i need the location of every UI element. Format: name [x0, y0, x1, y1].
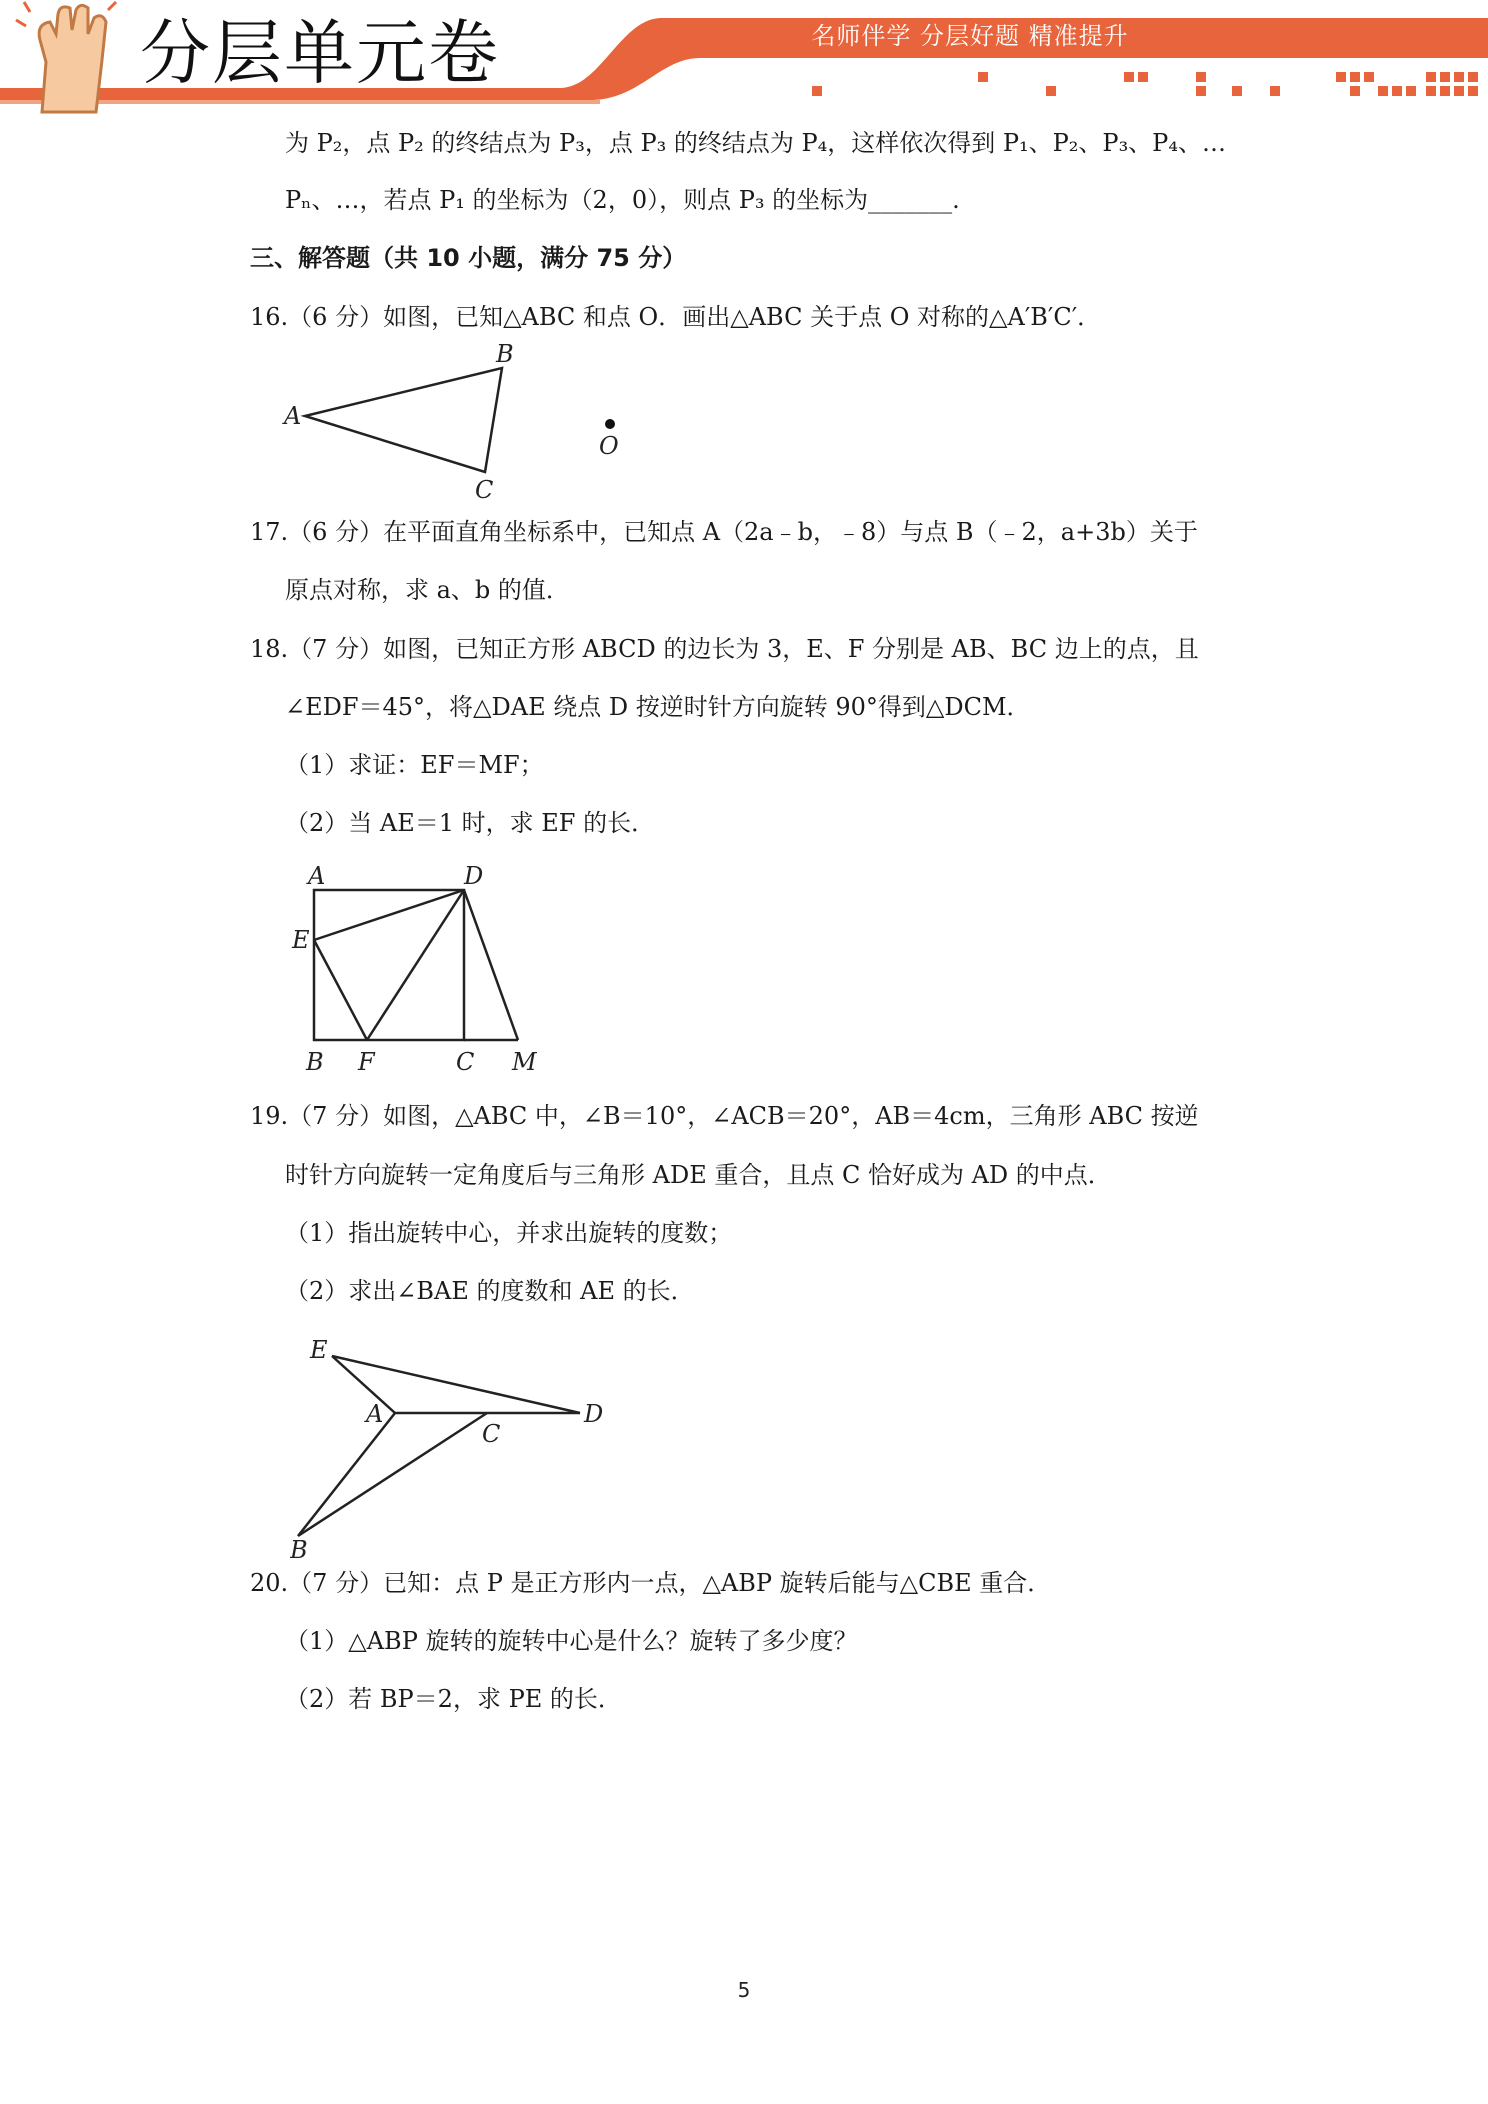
label-m: M — [512, 1048, 537, 1076]
label-d: D — [584, 1400, 604, 1428]
segment-bc — [298, 1413, 487, 1536]
figure-16 — [280, 340, 640, 510]
question-19-part-2: （2）求出∠BAE 的度数和 AE 的长． — [285, 1277, 695, 1305]
figure-16-canvas — [280, 340, 640, 510]
question-19-part-1: （1）指出旋转中心，并求出旋转的度数； — [285, 1219, 733, 1247]
question-18-part-1: （1）求证：EF＝MF； — [285, 751, 544, 779]
question-20-part-1: （1）△ABP 旋转的旋转中心是什么？旋转了多少度？ — [285, 1627, 858, 1655]
label-e: E — [292, 926, 310, 954]
label-a: A — [284, 402, 302, 430]
figure-19 — [290, 1330, 620, 1560]
label-c: C — [482, 1420, 501, 1448]
label-f: F — [358, 1048, 375, 1076]
page-number: 5 — [737, 1978, 751, 2002]
question-18-part-2: （2）当 AE＝1 时，求 EF 的长． — [285, 809, 656, 837]
label-b: B — [290, 1536, 308, 1560]
brand-title: 分层单元卷 — [140, 12, 500, 94]
square-abcd — [314, 890, 464, 1040]
header-slogan: 名师伴学 分层好题 精准提升 — [811, 22, 1129, 50]
question-16: 16.（6 分）如图，已知△ABC 和点 O．画出△ABC 关于点 O 对称的△A′B′C′． — [250, 303, 1102, 331]
label-b: B — [306, 1048, 324, 1076]
segment-ef — [314, 940, 367, 1040]
question-17-line-1: 17.（6 分）在平面直角坐标系中，已知点 A（2a﹣b，﹣8）与点 B（﹣2，a+3b）关于 — [250, 518, 1198, 546]
figure-18 — [290, 862, 550, 1082]
segment-ed — [314, 890, 464, 940]
point-o — [605, 419, 615, 429]
label-b: B — [496, 340, 514, 368]
section-heading: 三、解答题（共 10 小题，满分 75 分） — [250, 244, 687, 272]
segment-ab — [298, 1413, 395, 1536]
segment-ea — [332, 1356, 395, 1413]
question-20-part-2: （2）若 BP＝2，求 PE 的长． — [285, 1685, 622, 1713]
question-18-line-1: 18.（7 分）如图，已知正方形 ABCD 的边长为 3，E、F 分别是 AB、BC 边上的点，且 — [250, 635, 1199, 663]
segment-fd — [367, 890, 464, 1040]
label-e: E — [310, 1336, 328, 1364]
question-18-line-2: ∠EDF＝45°，将△DAE 绕点 D 按逆时针方向旋转 90°得到△DCM． — [285, 693, 1031, 721]
question-17-line-2: 原点对称，求 a、b 的值． — [285, 576, 570, 604]
label-c: C — [475, 476, 494, 504]
q15-continuation-line-2: Pₙ、…，若点 P₁ 的坐标为（2，0），则点 P₃ 的坐标为_______. — [285, 186, 960, 214]
figure-19-canvas — [290, 1330, 620, 1560]
label-d: D — [464, 862, 484, 890]
triangle-abc — [305, 368, 502, 472]
label-c: C — [456, 1048, 475, 1076]
segment-dm — [464, 890, 518, 1040]
figure-18-canvas — [290, 862, 550, 1082]
question-20: 20.（7 分）已知：点 P 是正方形内一点，△ABP 旋转后能与△CBE 重合． — [250, 1569, 1052, 1597]
q15-continuation-line-1: 为 P₂，点 P₂ 的终结点为 P₃，点 P₃ 的终结点为 P₄，这样依次得到 P₁、P₂、P₃、P₄、… — [285, 129, 1226, 157]
label-a: A — [366, 1400, 384, 1428]
label-a: A — [308, 862, 326, 890]
question-19-line-2: 时针方向旋转一定角度后与三角形 ADE 重合，且点 C 恰好成为 AD 的中点． — [285, 1161, 1112, 1189]
question-19-line-1: 19.（7 分）如图，△ABC 中，∠B＝10°，∠ACB＝20°，AB＝4cm，三角形 ABC 按逆 — [250, 1102, 1199, 1130]
label-o: O — [599, 432, 619, 460]
